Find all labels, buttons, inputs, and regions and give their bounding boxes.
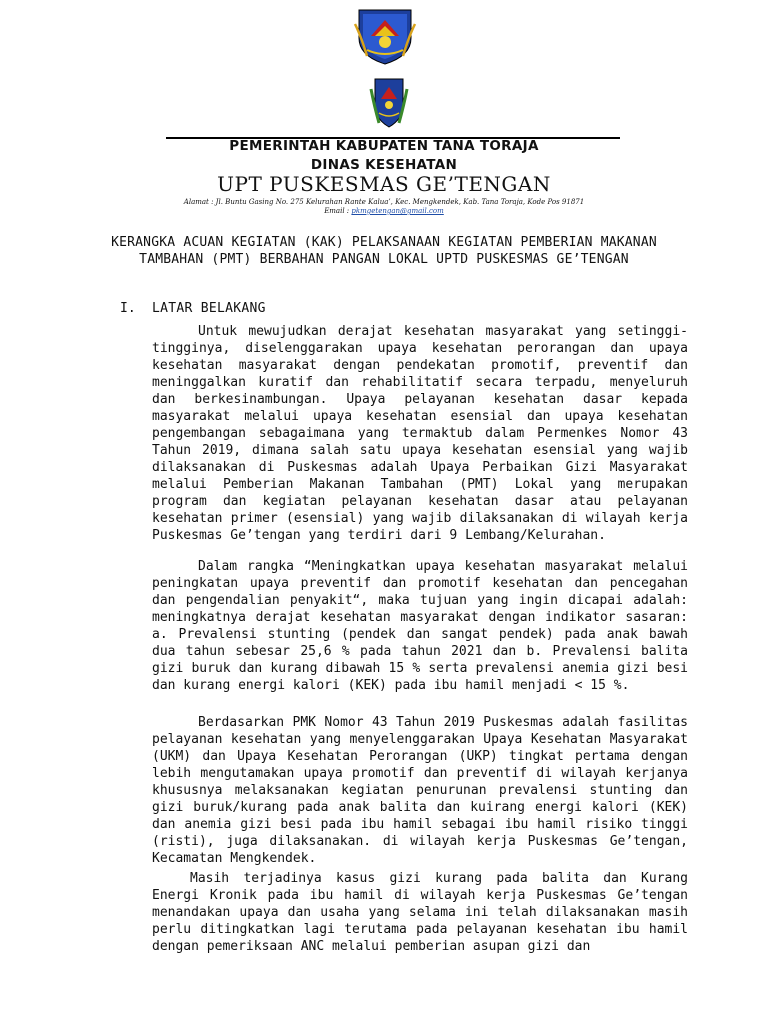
body-paragraph: Masih terjadinya kasus gizi kurang pada balita dan Kurang Energi Kronik pada ibu hamil di wilayah kerja Puskesmas Ge’tengan menandakan upaya dan usaha yang selama ini telah dilaksanakan masih perlu ditingkatkan lagi terutama pada pelayanan kesehatan ibu hamil dengan pemeriksaan ANC melalui pemberian asupan gizi dan [152, 871, 688, 954]
address-line: Alamat : Jl. Buntu Gasing No. 275 Kelurahan Rante Kalua’, Kec. Mengkendek, Kab. Tana Toraja, Kode Pos 91871 [183, 198, 585, 206]
body-paragraph: Untuk mewujudkan derajat kesehatan masyarakat yang setinggi-tingginya, diselenggarakan upaya kesehatan perorangan dan upaya kesehatan masyarakat dengan pendekatan promotif, preventif dan meninggalkan kuratif dan rehabilitatif secara terpadu, menyeluruh dan berkesinambungan. Upaya pelayanan kesehatan dasar kepada masyarakat melalui upaya kesehatan esensial dan upaya kesehatan pengembangan sebagaimana yang termaktub dalam Permenkes Nomor 43 Tahun 2019, dimana salah satu upaya kesehatan esensial yang wajib dilaksanakan di Puskesmas adalah Upaya Perbaikan Gizi Masyarakat melalui Pemberian Makanan Tambahan (PMT) Lokal yang merupakan program dan kegiatan pelayanan kesehatan dasar atau pelayanan kesehatan primer (esensial) yang wajib dilaksanakan di wilayah kerja Puskesmas Ge’tengan yang terdiri dari 9 Lembang/Kelurahan. [152, 324, 688, 543]
regency-emblem-icon [353, 6, 417, 66]
body-paragraph: Dalam rangka “Meningkatkan upaya kesehatan masyarakat melalui peningkatan upaya preventif dan promotif kesehatan dan pencegahan dan pengendalian penyakit“, maka tujuan yang ingin dicapai adalah: meningkatnya derajat kesehatan masyarakat dengan indikator sasaran: a. Prevalensi stunting (pendek dan sangat pendek) pada anak bawah dua tahun sebesar 25,6 % pada tahun 2021 dan b. Prevalensi balita gizi buruk dan kurang dibawah 15 % serta prevalensi anemia gizi besi dan kurang energi kalori (KEK) pada ibu hamil menjadi < 15 %. [152, 559, 688, 693]
document-title: KERANGKA ACUAN KEGIATAN (KAK) PELAKSANAAN KEGIATAN PEMBERIAN MAKANAN TAMBAHAN (PMT) BERBAHAN PANGAN LOKAL UPTD PUSKESMAS GE’TENGAN [111, 235, 657, 267]
section-title: LATAR BELAKANG [152, 301, 266, 316]
regency-emblem-icon [369, 75, 409, 130]
department-name: DINAS KESEHATAN [310, 157, 458, 173]
email-label: Email : [324, 207, 350, 215]
body-paragraph: Berdasarkan PMK Nomor 43 Tahun 2019 Puskesmas adalah fasilitas pelayanan kesehatan yang menyelenggarakan Upaya Kesehatan Masyarakat (UKM) dan Upaya Kesehatan Perorangan (UKP) tingkat pertama dengan lebih mengutamakan upaya promotif dan preventif di wilayah kerjanya khususnya melaksanakan kegiatan penurunan prevalensi stunting dan gizi buruk/kurang pada anak balita dan kuirang energi kalori (KEK) dan anemia gizi besi pada ibu hamil sebagai ibu hamil risiko tinggi (risti), juga dilaksanakan. di wilayah kerja Puskesmas Ge’tengan, Kecamatan Mengkendek. [152, 715, 688, 866]
email-line [0, 207, 768, 215]
unit-name: UPT PUSKESMAS GE’TENGAN [217, 172, 551, 196]
government-name: PEMERINTAH KABUPATEN TANA TORAJA [229, 138, 539, 154]
section-number: I. [120, 301, 136, 316]
email-link[interactable]: pkmgetengan@gmail.com [351, 207, 444, 215]
